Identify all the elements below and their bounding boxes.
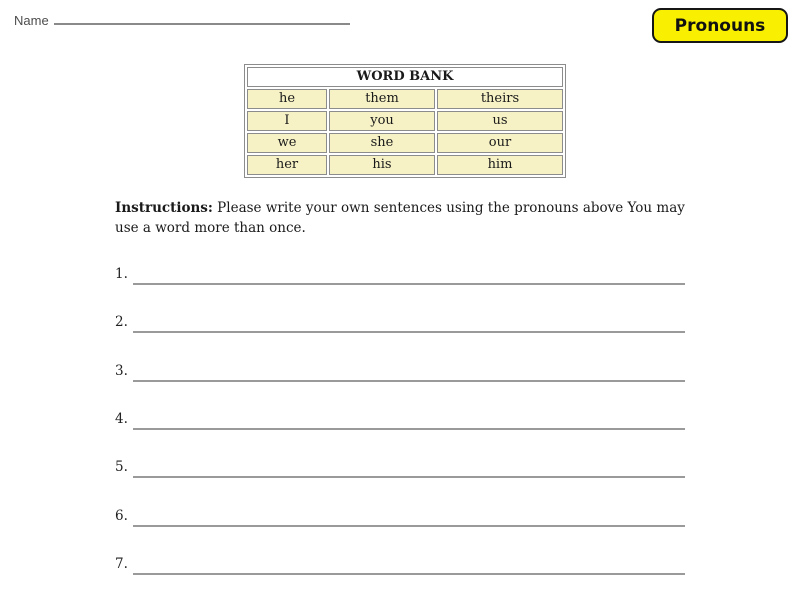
name-blank-line[interactable] [54, 10, 350, 25]
answer-line[interactable] [133, 428, 685, 430]
word-bank-cell: his [329, 155, 435, 175]
word-bank-title: WORD BANK [247, 67, 563, 87]
question-number: 7. [115, 556, 128, 572]
word-bank-cell: she [329, 133, 435, 153]
pronouns-badge-label: Pronouns [674, 15, 766, 36]
answer-line[interactable] [133, 573, 685, 575]
word-bank-cell: our [437, 133, 563, 153]
word-bank-row [247, 133, 563, 153]
question-row-3 [115, 360, 687, 390]
word-bank-cell: her [247, 155, 327, 175]
word-bank-row [247, 89, 563, 109]
word-bank-cell: him [437, 155, 563, 175]
question-row-2 [115, 311, 687, 341]
name-row [14, 10, 350, 28]
answer-line[interactable] [133, 476, 685, 478]
word-bank-header-row [247, 67, 563, 87]
answer-line[interactable] [133, 331, 685, 333]
question-number: 3. [115, 363, 128, 379]
name-label: Name [14, 13, 49, 28]
question-row-4 [115, 408, 687, 438]
word-bank-cell: I [247, 111, 327, 131]
question-number: 2. [115, 314, 128, 330]
word-bank-table [244, 64, 566, 178]
word-bank-row [247, 111, 563, 131]
word-bank-cell: us [437, 111, 563, 131]
question-row-6 [115, 505, 687, 535]
word-bank-cell: we [247, 133, 327, 153]
answer-line[interactable] [133, 525, 685, 527]
word-bank-row [247, 155, 563, 175]
word-bank-cell: you [329, 111, 435, 131]
question-number: 5. [115, 459, 128, 475]
answer-line[interactable] [133, 283, 685, 285]
question-row-1 [115, 263, 687, 293]
word-bank-cell: theirs [437, 89, 563, 109]
word-bank-cell: he [247, 89, 327, 109]
instructions-body: Please write your own sentences using the pronouns above You may use a word more than once. [115, 200, 685, 236]
question-number: 4. [115, 411, 128, 427]
question-row-7 [115, 553, 687, 583]
instructions-text [115, 199, 691, 238]
question-number: 1. [115, 266, 128, 282]
instructions-label: Instructions: [115, 200, 213, 216]
word-bank-cell: them [329, 89, 435, 109]
question-number: 6. [115, 508, 128, 524]
pronouns-badge [652, 8, 788, 43]
answer-line[interactable] [133, 380, 685, 382]
question-row-5 [115, 456, 687, 486]
